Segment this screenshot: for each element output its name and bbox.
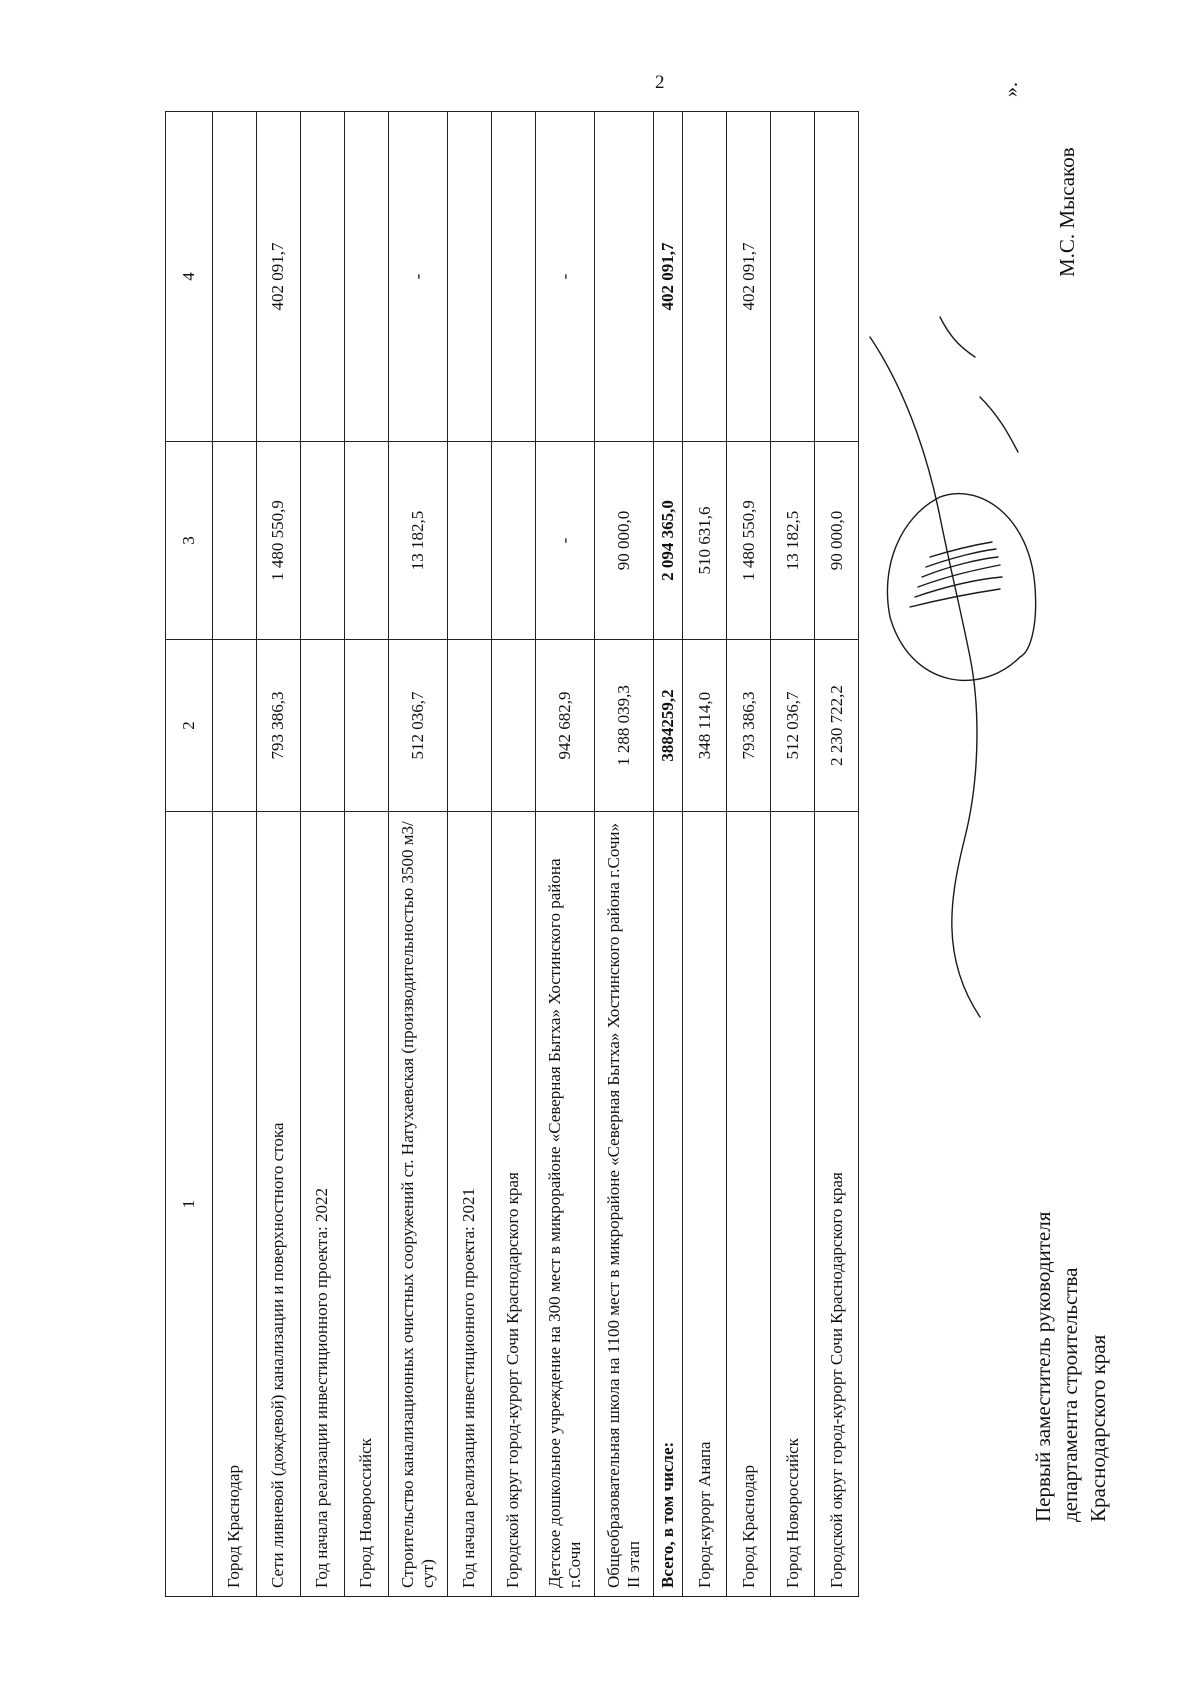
table-cell-col-4: 402 091,7 [654,112,683,442]
table-cell-col-1: Город-курорт Анапа [683,812,727,1597]
table-cell-col-4 [595,112,654,442]
page-number: 2 [655,72,665,93]
table-cell-col-1: Всего, в том числе: [654,812,683,1597]
table-cell-col-1: Город Новороссийск [771,812,815,1597]
table-cell-col-1: Городской округ город-курорт Сочи Краснодарского края [492,812,536,1597]
table-cell-col-3: 13 182,5 [389,442,448,640]
table-cell-col-1: Детское дошкольное учреждение на 300 мест в микрорайоне «Северная Бытха» Хостинского района г.Сочи [536,812,595,1597]
table-row [213,112,257,1597]
table-cell-col-3: 1 480 550,9 [257,442,301,640]
column-header-4: 4 [166,112,213,442]
table-cell-col-3: 90 000,0 [815,442,859,640]
table-cell-col-3 [301,442,345,640]
signatory-name: М.С. Мысаков [1055,147,1079,277]
table-cell-col-3 [213,442,257,640]
table-header-row [166,112,213,1597]
table-cell-col-1: Город Новороссийск [345,812,389,1597]
table-cell-col-2: 512 036,7 [771,640,815,812]
table-cell-col-3 [492,442,536,640]
table-cell-col-2: 2 230 722,2 [815,640,859,812]
table-cell-col-2: 793 386,3 [257,640,301,812]
table-cell-col-2 [345,640,389,812]
table-cell-col-4: - [389,112,448,442]
signatory-position [1030,1212,1112,1522]
table-cell-col-2: 793 386,3 [727,640,771,812]
column-header-2: 2 [166,640,213,812]
table-cell-col-4: 402 091,7 [727,112,771,442]
table-row [257,112,301,1597]
table-cell-col-3 [448,442,492,640]
table-cell-col-1: Город Краснодар [727,812,771,1597]
table-cell-col-2: 348 114,0 [683,640,727,812]
handwritten-signature [830,237,1060,1037]
table-cell-col-4 [213,112,257,442]
table-row [301,112,345,1597]
table-row [683,112,727,1597]
budget-table [165,111,859,1597]
rotated-content [0,41,1140,1597]
table-row [448,112,492,1597]
signatory-position-line-1: Первый заместитель руководителя [1031,1211,1055,1522]
table-cell-col-1: Год начала реализации инвестиционного проекта: 2022 [301,812,345,1597]
table-cell-col-1: Строительство канализационных очистных сооружений ст. Натухаевская (производительностью 3500 м3/сут) [389,812,448,1597]
column-header-3: 3 [166,442,213,640]
table-cell-col-4 [771,112,815,442]
table-cell-col-4 [345,112,389,442]
table-cell-col-2: 512 036,7 [389,640,448,812]
signatory-position-line-2: департамента строительства [1058,1267,1083,1522]
table-cell-col-3: - [536,442,595,640]
table-cell-col-1: Город Краснодар [213,812,257,1597]
table-cell-col-2 [492,640,536,812]
table-cell-col-3: 1 480 550,9 [727,442,771,640]
table-row [727,112,771,1597]
table-cell-col-4 [683,112,727,442]
table-cell-col-3: 510 631,6 [683,442,727,640]
table-cell-col-4 [301,112,345,442]
signatory-position-line-3: Краснодарского края [1085,1334,1110,1522]
table-row [492,112,536,1597]
table-cell-col-1: Сети ливневой (дождевой) канализации и поверхностного стока [257,812,301,1597]
closing-quote: ». [1000,82,1022,97]
table-row [595,112,654,1597]
table-row [345,112,389,1597]
table-cell-col-3: 13 182,5 [771,442,815,640]
table-cell-col-4: 402 091,7 [257,112,301,442]
table-cell-col-1: Общеобразовательная школа на 1100 мест в микрорайоне «Северная Бытха» Хостинского района г.Сочи» II этап [595,812,654,1597]
table-cell-col-3: 2 094 365,0 [654,442,683,640]
table-cell-col-1: Городской округ город-курорт Сочи Краснодарского края [815,812,859,1597]
table-cell-col-2: 1 288 039,3 [595,640,654,812]
table-row [771,112,815,1597]
table-cell-col-2 [448,640,492,812]
table-row [654,112,683,1597]
table-cell-col-4 [448,112,492,442]
table-body [213,112,859,1597]
table-cell-col-2 [213,640,257,812]
table-row [536,112,595,1597]
table-cell-col-4: - [536,112,595,442]
table-cell-col-2 [301,640,345,812]
table-cell-col-2: 3884259,2 [654,640,683,812]
column-header-1: 1 [166,812,213,1597]
table-row [389,112,448,1597]
table-cell-col-1: Год начала реализации инвестиционного проекта: 2021 [448,812,492,1597]
table-cell-col-4 [492,112,536,442]
table-cell-col-2: 942 682,9 [536,640,595,812]
table-cell-col-3: 90 000,0 [595,442,654,640]
table-cell-col-3 [345,442,389,640]
